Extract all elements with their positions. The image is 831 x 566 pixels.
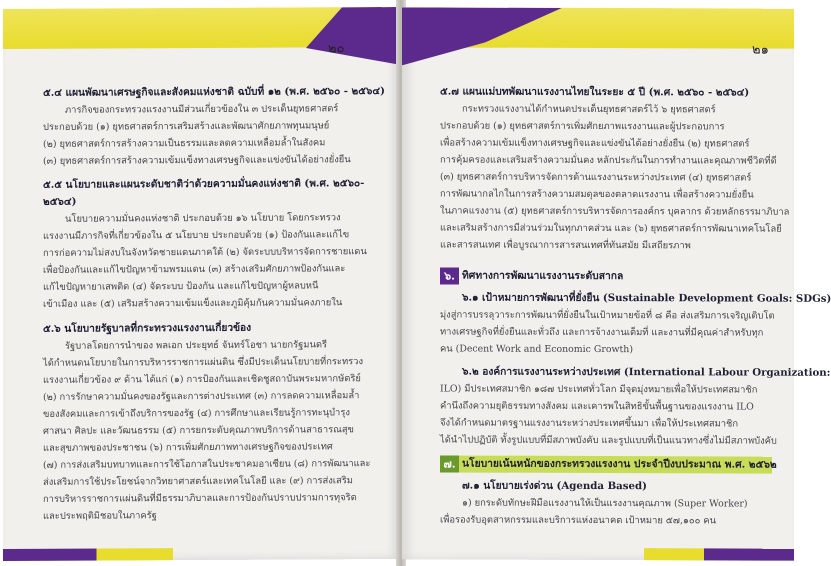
para-7-1-line: เพื่อรองรับอุตสาหกรรมและบริการแห่งอนาคต เป้าหมาย ๕๗,๑๐๐ คน	[440, 514, 716, 527]
para-5-6-line: รัฐบาลโดยการนำของ พลเอก ประยุทธ์ จันทร์โอชา นายกรัฐมนตรี	[65, 339, 327, 352]
heading-5-5-cont: ๒๕๖๔)	[43, 195, 77, 208]
para-5-7-line: การคุ้มครองและเสริมสร้างความมั่นคง หลักประกันในการทำงานและคุณภาพชีวิตที่ดี	[440, 154, 777, 167]
section-7-header	[440, 455, 777, 473]
page-number-right: ๒๑	[752, 42, 769, 58]
page-number-left: ๒๐	[328, 41, 345, 57]
para-5-5-line: แรงงานมีภารกิจที่เกี่ยวข้องใน ๕ นโยบาย ประกอบด้วย (๑) ป้องกันและแก้ไข	[43, 229, 350, 242]
para-5-6-line: และสุขภาพของประชาชน (๖) การเพิ่มศักยภาพทางเศรษฐกิจของประเทศ	[43, 441, 333, 454]
para-5-5-line: นโยบายความมั่นคงแห่งชาติ ประกอบด้วย ๑๖ นโยบาย โดยกระทรวง	[65, 212, 341, 225]
footer-band-right	[644, 548, 794, 561]
section-6-1	[440, 289, 831, 358]
para-5-4-line: ภารกิจของกระทรวงแรงงานมีส่วนเกี่ยวข้องใน ๓ ประเด็นยุทธศาสตร์	[65, 103, 339, 116]
heading-5-5: ๕.๕ นโยบายและแผนระดับชาติว่าด้วยความมั่นคงแห่งชาติ (พ.ศ. ๒๕๖๐-	[43, 177, 365, 191]
para-5-7-line: เพื่อสร้างความเข้มแข็งทางเศรษฐกิจและแข่งขันได้อย่างยั่งยืน (๒) ยุทธศาสตร์	[440, 137, 750, 150]
footer-band-left	[3, 548, 173, 561]
para-5-6-line: ศาสนา ศิลปะ และวัฒนธรรม (๕) การยกระดับคุณภาพบริการด้านสาธารณสุข	[43, 424, 354, 437]
para-6-1-line: มุ่งสู่การบรรลุวาระการพัฒนาที่ยั่งยืนในเป้าหมายข้อที่ ๘ คือ ส่งเสริมการเจริญเติบโต	[440, 309, 775, 322]
heading-6-2: ๖.๒ องค์การแรงงานระหว่างประเทศ (International Labour Organization:	[462, 365, 831, 379]
para-6-2-line: ILO) มีประเทศสมาชิก ๑๘๗ ประเทศทั่วโลก มีจุดมุ่งหมายเพื่อให้ประเทศสมาชิก	[440, 383, 758, 396]
section-7-1	[440, 477, 748, 529]
section-6-2	[440, 363, 830, 449]
para-5-6-line: ได้กำหนดนโยบายในการบริหารราชการแผ่นดิน ซึ่งมีประเด็นนโยบายที่กระทรวง	[43, 356, 364, 369]
para-5-5-line: การก่อความไม่สงบในจังหวัดชายแดนภาคใต้ (๒) จัดระบบบริหารจัดการชายแดน	[43, 246, 367, 259]
section-6-number: ๖.	[440, 267, 459, 284]
right-page	[402, 7, 831, 560]
section-5-5	[43, 175, 367, 313]
para-5-7-line: กระทรวงแรงงานได้กำหนดประเด็นยุทธศาสตร์ไว้ ๖ ยุทธศาสตร์	[462, 103, 716, 116]
para-5-6-line: (๒) การรักษาความมั่นคงของรัฐและการต่างประเทศ (๓) การลดความเหลื่อมล้ำ	[43, 390, 360, 403]
para-6-2-line: จึงได้กำหนดมาตรฐานแรงงานระหว่างประเทศขึ้นมา เพื่อให้ประเทศสมาชิก	[440, 417, 739, 430]
para-5-5-line: เข้าเมือง และ (๕) เสริมสร้างความเข้มแข็งและภูมิคุ้มกันความมั่นคงภายใน	[43, 297, 343, 310]
para-5-4-line: (๒) ยุทธศาสตร์การสร้างความเป็นธรรมและลดความเหลื่อมล้ำในสังคม	[43, 137, 326, 150]
heading-7-1: ๗.๑ นโยบายเร่งด่วน (Agenda Based)	[462, 479, 647, 493]
para-6-1-line: ทางเศรษฐกิจที่ยั่งยืนและทั่วถึง และการจ้างงานเต็มที่ และงานที่มีคุณค่าสำหรับทุก	[440, 326, 764, 339]
section-6-header	[440, 267, 740, 285]
para-5-7-line: ประกอบด้วย (๑) ยุทธศาสตร์การเพิ่มศักยภาพแรงงานและผู้ประกอบการ	[440, 120, 725, 133]
section-5-6	[43, 319, 370, 525]
section-5-7	[440, 83, 789, 254]
para-6-2-line: คำนึงถึงความยุติธรรมทางสังคม และเคารพในสิทธิขั้นพื้นฐานของแรงงาน ILO	[440, 400, 754, 413]
para-5-4-line: ประกอบด้วย (๑) ยุทธศาสตร์การเสริมสร้างและพัฒนาศักยภาพทุนมนุษย์	[43, 120, 330, 133]
section-7-title: นโยบายเน้นหนักของกระทรวงแรงงาน ประจำปีงบประมาณ พ.ศ. ๒๕๖๒	[462, 457, 777, 471]
para-5-6-line: และประพฤติมิชอบในภาครัฐ	[43, 510, 157, 522]
para-6-1-line: คน (Decent Work and Economic Growth)	[440, 343, 634, 356]
section-5-4	[43, 83, 385, 170]
heading-5-6: ๕.๖ นโยบายรัฐบาลที่กระทรวงแรงงานเกี่ยวข้อง	[43, 321, 252, 335]
para-5-5-line: เพื่อป้องกันและแก้ไขปัญหาข้ามพรมแดน (๓) สร้างเสริมศักยภาพป้องกันและ	[43, 263, 346, 276]
para-5-6-line: ส่งเสริมการใช้ประโยชน์จากวิทยาศาสตร์และเทคโนโลยี และ (๙) การส่งเสริม	[43, 475, 353, 488]
para-5-7-line: และสารสนเทศ เพื่อบูรณาการสารสนเทศที่ทันสมัย มีเสถียรภาพ	[440, 239, 691, 252]
heading-5-4: ๕.๔ แผนพัฒนาเศรษฐกิจและสังคมแห่งชาติ ฉบับที่ ๑๒ (พ.ศ. ๒๕๖๐ - ๒๕๖๔)	[43, 85, 385, 99]
para-5-6-line: (๗) การส่งเสริมบทบาทและการใช้โอกาสในประชาคมอาเซียน (๘) การพัฒนาและ	[43, 458, 371, 471]
para-5-6-line: ของสังคมและการเข้าถึงบริการของรัฐ (๔) การศึกษาและเรียนรู้การทะนุบำรุง	[43, 407, 350, 420]
para-5-6-line: การบริหารราชการแผ่นดินที่มีธรรมาภิบาลและการป้องกันปราบปรามการทุจริต	[43, 492, 357, 505]
section-7-number: ๗.	[440, 455, 459, 472]
para-6-2-line: ได้นำไปปฏิบัติ ทั้งรูปแบบที่มีสภาพบังคับ และรูปแบบที่เป็นแนวทางซึ่งไม่มีสภาพบังคับ	[440, 434, 777, 447]
para-7-1-line: ๑) ยกระดับทักษะฝีมือแรงงานให้เป็นแรงงานคุณภาพ (Super Worker)	[462, 497, 748, 510]
para-5-6-line: แรงงานเกี่ยวข้อง ๙ ด้าน ได้แก่ (๑) การป้องกันและเชิดชูสถาบันพระมหากษัตริย์	[43, 373, 361, 386]
para-5-7-line: ในภาคแรงงาน (๕) ยุทธศาสตร์การบริหารจัดการองค์กร บุคลากร ด้วยหลักธรรมาภิบาล	[440, 205, 790, 218]
section-6-title: ทิศทางการพัฒนาแรงงานระดับสากล	[462, 269, 624, 283]
para-5-7-line: และเสริมสร้างการมีส่วนร่วมในทุกภาคส่วน และ (๖) ยุทธศาสตร์การพัฒนาเทคโนโลยี	[440, 222, 782, 235]
para-5-7-line: (๓) ยุทธศาสตร์การบริหารจัดการด้านแรงงานระหว่างประเทศ (๔) ยุทธศาสตร์	[440, 171, 752, 184]
para-5-7-line: การพัฒนากลไกในการสร้างความสมดุลของตลาดแรงงาน เพื่อสร้างความยั่งยืน	[440, 188, 754, 201]
heading-6-1: ๖.๑ เป้าหมายการพัฒนาที่ยั่งยืน (Sustainable Development Goals: SDGs)	[462, 291, 831, 305]
para-5-5-line: แก้ไขปัญหายาเสพติด (๔) จัดระบบ ป้องกัน และแก้ไขปัญหาผู้หลบหนี	[43, 280, 319, 293]
para-5-4-line: (๓) ยุทธศาสตร์การสร้างความเข้มแข็งทางเศรษฐกิจและแข่งขันได้อย่างยั่งยืน	[43, 154, 351, 167]
left-page	[3, 7, 401, 561]
heading-5-7: ๕.๗ แผนแม่บทพัฒนาแรงงานไทยในระยะ ๕ ปี (พ.ศ. ๒๕๖๐ - ๒๕๖๔)	[440, 85, 750, 99]
